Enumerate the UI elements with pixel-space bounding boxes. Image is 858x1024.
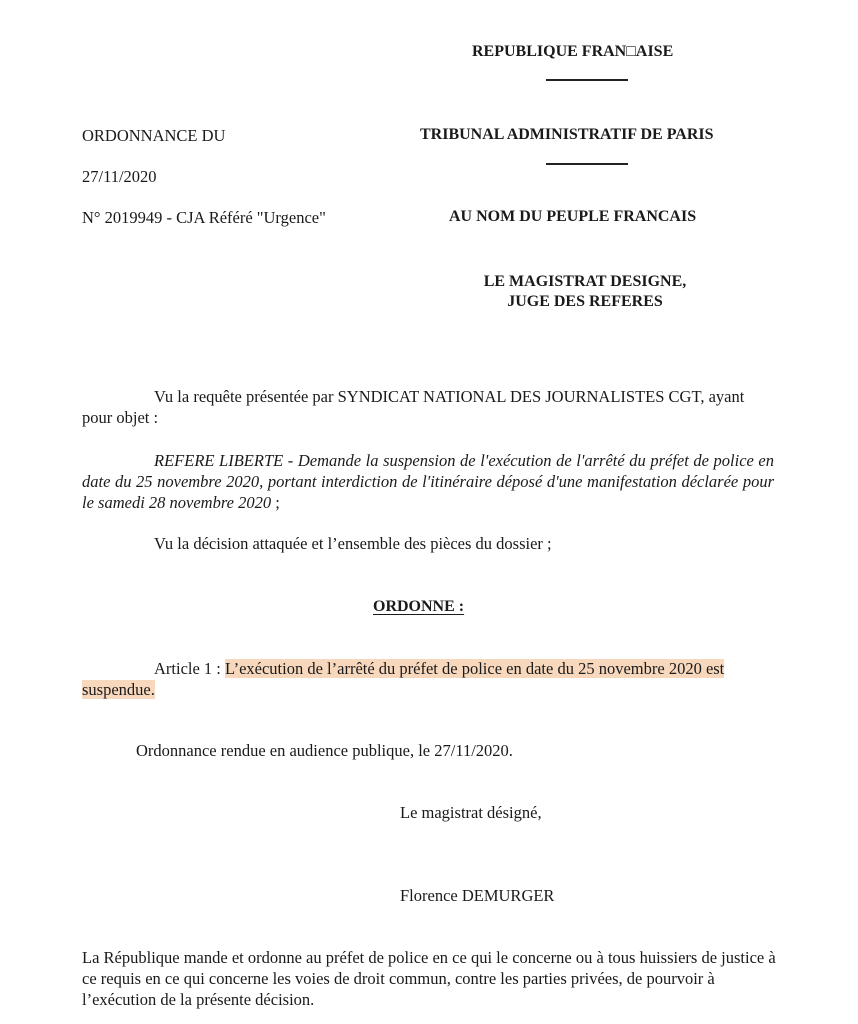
magistrat-heading [450,272,720,312]
signature-name: Florence DEMURGER [400,886,555,905]
signature-title: Le magistrat désigné, [400,803,542,822]
refere-text: - Demande la suspension de l'exécution de l'arrêté du préfet de police en date du 25 novembre 2020, portant interdiction de l'itinéraire déposé d'une manifestation déclarée pour le samedi 28 novembre 2020 [82,451,774,512]
refere-paragraph [82,450,774,513]
refere-prefix: REFERE LIBERTE [154,451,284,470]
divider [546,163,628,165]
case-number: N° 2019949 - CJA Référé "Urgence" [82,208,326,227]
article-1-label: Article 1 : [154,659,226,678]
ordonnance-du-label: ORDONNANCE DU [82,126,226,145]
vu-decision-paragraph [82,533,774,554]
vu-requete-paragraph [82,386,774,428]
rendue-statement: Ordonnance rendue en audience publique, le 27/11/2020. [136,741,513,760]
article-1-highlighted-text: L’exécution de l’arrêté du préfet de police en date du 25 novembre 2020 est suspendue. [82,659,725,699]
divider [546,79,628,81]
refere-suffix: ; [271,493,280,512]
tribunal-heading: TRIBUNAL ADMINISTRATIF DE PARIS [420,126,714,143]
ordonne-heading: ORDONNE : [373,598,465,615]
article-1-paragraph [82,658,774,700]
vu-decision-text: Vu la décision attaquée et l’ensemble des pièces du dossier ; [154,534,552,553]
republic-heading: REPUBLIQUE FRAN□AISE [472,43,674,60]
magistrat-line-2: JUGE DES REFERES [507,293,663,310]
au-nom-heading: AU NOM DU PEUPLE FRANCAIS [449,208,697,225]
vu-requete-text: Vu la requête présentée par SYNDICAT NATIONAL DES JOURNALISTES CGT, ayant pour objet : [82,387,745,427]
magistrat-line-1: LE MAGISTRAT DESIGNE, [483,273,687,290]
formule-executoire: La République mande et ordonne au préfet de police en ce qui le concerne ou à tous huissiers de justice à ce requis en ce qui concerne les voies de droit commun, contre les parties privées, de pourvoir à l’exécution de la présente décision. [82,948,776,1009]
ordonnance-date: 27/11/2020 [82,167,157,186]
